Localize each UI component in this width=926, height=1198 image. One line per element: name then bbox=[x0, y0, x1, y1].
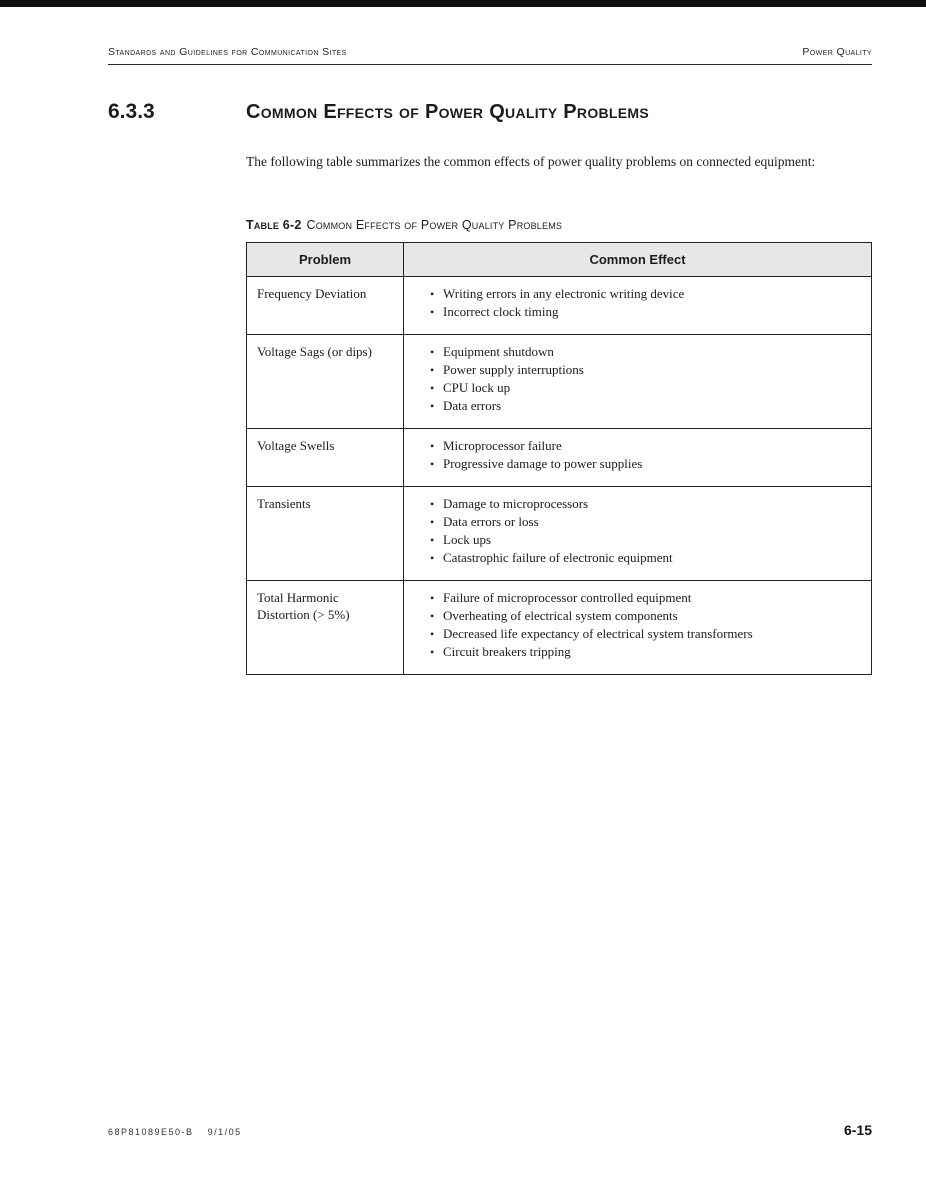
effect-item: • Failure of microprocessor controlled equipment bbox=[430, 589, 861, 607]
table-row bbox=[247, 581, 872, 675]
effect-list bbox=[430, 437, 861, 473]
header-left-text: Standards and Guidelines for Communication Sites bbox=[108, 46, 347, 58]
table-caption-label: Table 6-2 bbox=[246, 218, 302, 232]
effect-item: • Overheating of electrical system components bbox=[430, 607, 861, 625]
section-number: 6.3.3 bbox=[108, 100, 155, 123]
problem-cell: Transients bbox=[247, 487, 404, 581]
table-row bbox=[247, 429, 872, 487]
header-rule bbox=[108, 64, 872, 65]
effect-list bbox=[430, 589, 861, 661]
effect-cell bbox=[404, 429, 872, 487]
footer-page-number: 6-15 bbox=[843, 1122, 872, 1138]
footer-date: 9/1/05 bbox=[207, 1127, 242, 1137]
table-row bbox=[247, 487, 872, 581]
page-header bbox=[108, 46, 872, 58]
section-title: Common Effects of Power Quality Problems bbox=[246, 101, 650, 123]
effect-item: • Progressive damage to power supplies bbox=[430, 455, 861, 473]
effect-cell bbox=[404, 277, 872, 335]
effect-item: • Incorrect clock timing bbox=[430, 303, 861, 321]
effect-item: • Circuit breakers tripping bbox=[430, 643, 861, 661]
table-caption bbox=[246, 218, 872, 232]
effect-list bbox=[430, 495, 861, 567]
effect-cell bbox=[404, 335, 872, 429]
effect-item: • Catastrophic failure of electronic equipment bbox=[430, 549, 861, 567]
effect-item: • Data errors or loss bbox=[430, 513, 861, 531]
scan-edge-strip bbox=[0, 0, 926, 7]
effect-item: • Lock ups bbox=[430, 531, 861, 549]
table-header-row bbox=[247, 243, 872, 277]
column-header-problem: Problem bbox=[247, 243, 404, 277]
effect-list bbox=[430, 343, 861, 415]
effect-item: • Decreased life expectancy of electrical system transformers bbox=[430, 625, 861, 643]
table-row bbox=[247, 277, 872, 335]
effects-table bbox=[246, 242, 872, 675]
effect-item: • Damage to microprocessors bbox=[430, 495, 861, 513]
problem-cell: Total Harmonic Distortion (> 5%) bbox=[247, 581, 404, 675]
effect-cell bbox=[404, 487, 872, 581]
footer-doc-number: 68P81089E50-B bbox=[108, 1127, 194, 1137]
effect-list bbox=[430, 285, 861, 321]
problem-cell: Voltage Sags (or dips) bbox=[247, 335, 404, 429]
table-row bbox=[247, 335, 872, 429]
problem-cell: Frequency Deviation bbox=[247, 277, 404, 335]
section-heading bbox=[108, 100, 872, 124]
effect-cell bbox=[404, 581, 872, 675]
intro-paragraph: The following table summarizes the common effects of power quality problems on connected equipment: bbox=[246, 154, 816, 169]
footer-doc-info bbox=[108, 1127, 242, 1137]
problem-cell: Voltage Swells bbox=[247, 429, 404, 487]
body-column bbox=[246, 152, 872, 675]
effect-item: • Writing errors in any electronic writing device bbox=[430, 285, 861, 303]
column-header-common-effect: Common Effect bbox=[404, 243, 872, 277]
effect-item: • Power supply interruptions bbox=[430, 361, 861, 379]
effect-item: • Data errors bbox=[430, 397, 861, 415]
effect-item: • CPU lock up bbox=[430, 379, 861, 397]
page-footer bbox=[108, 1122, 872, 1138]
header-right-text: Power Quality bbox=[802, 46, 872, 58]
effect-item: • Microprocessor failure bbox=[430, 437, 861, 455]
table-caption-text: Common Effects of Power Quality Problems bbox=[306, 218, 563, 232]
effect-item: • Equipment shutdown bbox=[430, 343, 861, 361]
